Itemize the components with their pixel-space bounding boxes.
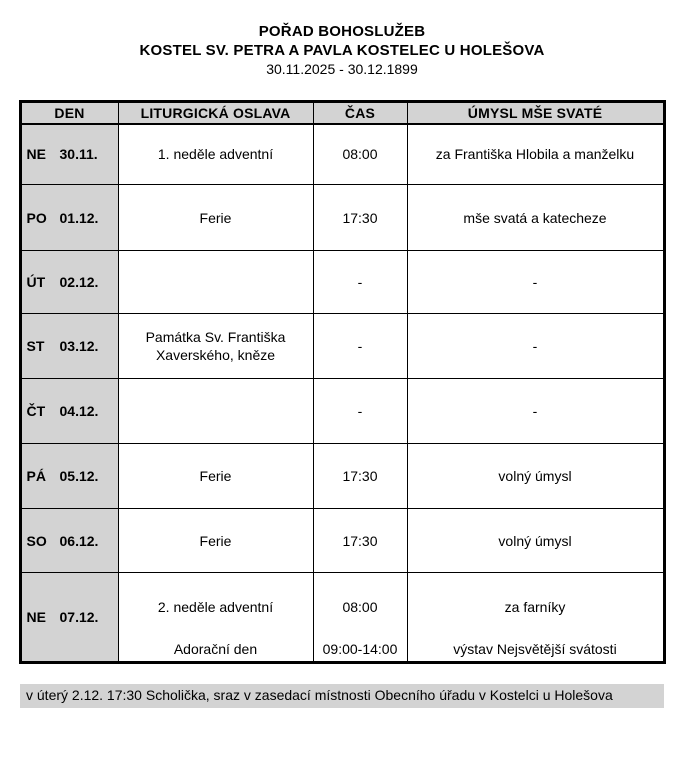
day-date: 02.12.	[59, 274, 99, 290]
intention-line2: výstav Nejsvětější svátosti	[453, 641, 617, 657]
celebration-cell: 1. neděle adventní	[118, 124, 313, 185]
table-header-row	[20, 102, 664, 124]
time-cell: -	[313, 251, 407, 314]
footer-note: v úterý 2.12. 17:30 Scholička, sraz v zasedací místnosti Obecního úřadu v Kostelci u Holešova	[20, 684, 664, 708]
time-line2: 09:00-14:00	[322, 641, 398, 657]
time-line1: 08:00	[342, 599, 378, 615]
time-cell: 17:30	[313, 185, 407, 251]
time-cell: 08:00	[313, 124, 407, 185]
celebration-cell: Ferie	[118, 509, 313, 573]
day-cell	[20, 509, 118, 573]
intention-cell: -	[407, 251, 664, 314]
day-cell	[20, 251, 118, 314]
day-date: 07.12.	[59, 609, 99, 625]
day-abbrev: NE	[26, 146, 46, 163]
day-abbrev: SO	[26, 532, 47, 549]
intention-cell: -	[407, 314, 664, 379]
church-name: KOSTEL SV. PETRA A PAVLA KOSTELEC U HOLEŠOVA	[139, 42, 545, 59]
day-cell	[20, 314, 118, 379]
date-range: 30.11.2025 - 30.12.1899	[266, 61, 418, 77]
celebration-line2: Adorační den	[173, 641, 258, 657]
time-cell	[313, 573, 407, 663]
day-cell	[20, 185, 118, 251]
table-row	[20, 251, 664, 314]
table-row	[20, 314, 664, 379]
table-row	[20, 124, 664, 185]
time-cell: 17:30	[313, 509, 407, 573]
col-header-cas: ČAS	[313, 102, 407, 124]
day-abbrev: PÁ	[26, 468, 46, 484]
day-abbrev: PO	[26, 209, 47, 226]
time-cell: 17:30	[313, 444, 407, 509]
page-title: POŘAD BOHOSLUŽEB	[258, 23, 426, 40]
celebration-cell	[118, 251, 313, 314]
day-date: 06.12.	[59, 532, 99, 549]
day-date: 03.12.	[59, 338, 99, 354]
col-header-liturgicka-oslava: LITURGICKÁ OSLAVA	[118, 102, 313, 124]
intention-cell: volný úmysl	[407, 509, 664, 573]
day-cell	[20, 379, 118, 444]
intention-cell	[407, 573, 664, 663]
day-cell	[20, 444, 118, 509]
day-date: 30.11.	[59, 146, 98, 163]
time-cell: -	[313, 379, 407, 444]
col-header-umysl: ÚMYSL MŠE SVATÉ	[407, 102, 664, 124]
day-date: 01.12.	[59, 209, 99, 226]
col-header-den: DEN	[20, 102, 118, 124]
day-abbrev: NE	[26, 609, 46, 625]
table-row	[20, 573, 664, 663]
table-row	[20, 509, 664, 573]
day-abbrev: ST	[26, 338, 45, 354]
intention-cell: -	[407, 379, 664, 444]
celebration-cell: Ferie	[118, 185, 313, 251]
table-row	[20, 379, 664, 444]
day-cell	[20, 124, 118, 185]
day-date: 05.12.	[59, 468, 99, 484]
time-cell: -	[313, 314, 407, 379]
table-row	[20, 444, 664, 509]
day-cell	[20, 573, 118, 663]
day-date: 04.12.	[59, 403, 99, 419]
document-header	[0, 0, 684, 79]
intention-cell: volný úmysl	[407, 444, 664, 509]
celebration-cell: Památka Sv. Františka Xaverského, kněze	[118, 314, 313, 379]
celebration-cell	[118, 573, 313, 663]
celebration-cell: Ferie	[118, 444, 313, 509]
celebration-cell	[118, 379, 313, 444]
day-abbrev: ÚT	[26, 274, 46, 290]
intention-cell: za Františka Hlobila a manželku	[407, 124, 664, 185]
day-abbrev: ČT	[26, 403, 46, 419]
schedule-table	[19, 100, 666, 664]
intention-line1: za farníky	[504, 599, 566, 615]
celebration-line1: 2. neděle adventní	[157, 599, 274, 615]
intention-cell: mše svatá a katecheze	[407, 185, 664, 251]
table-row	[20, 185, 664, 251]
